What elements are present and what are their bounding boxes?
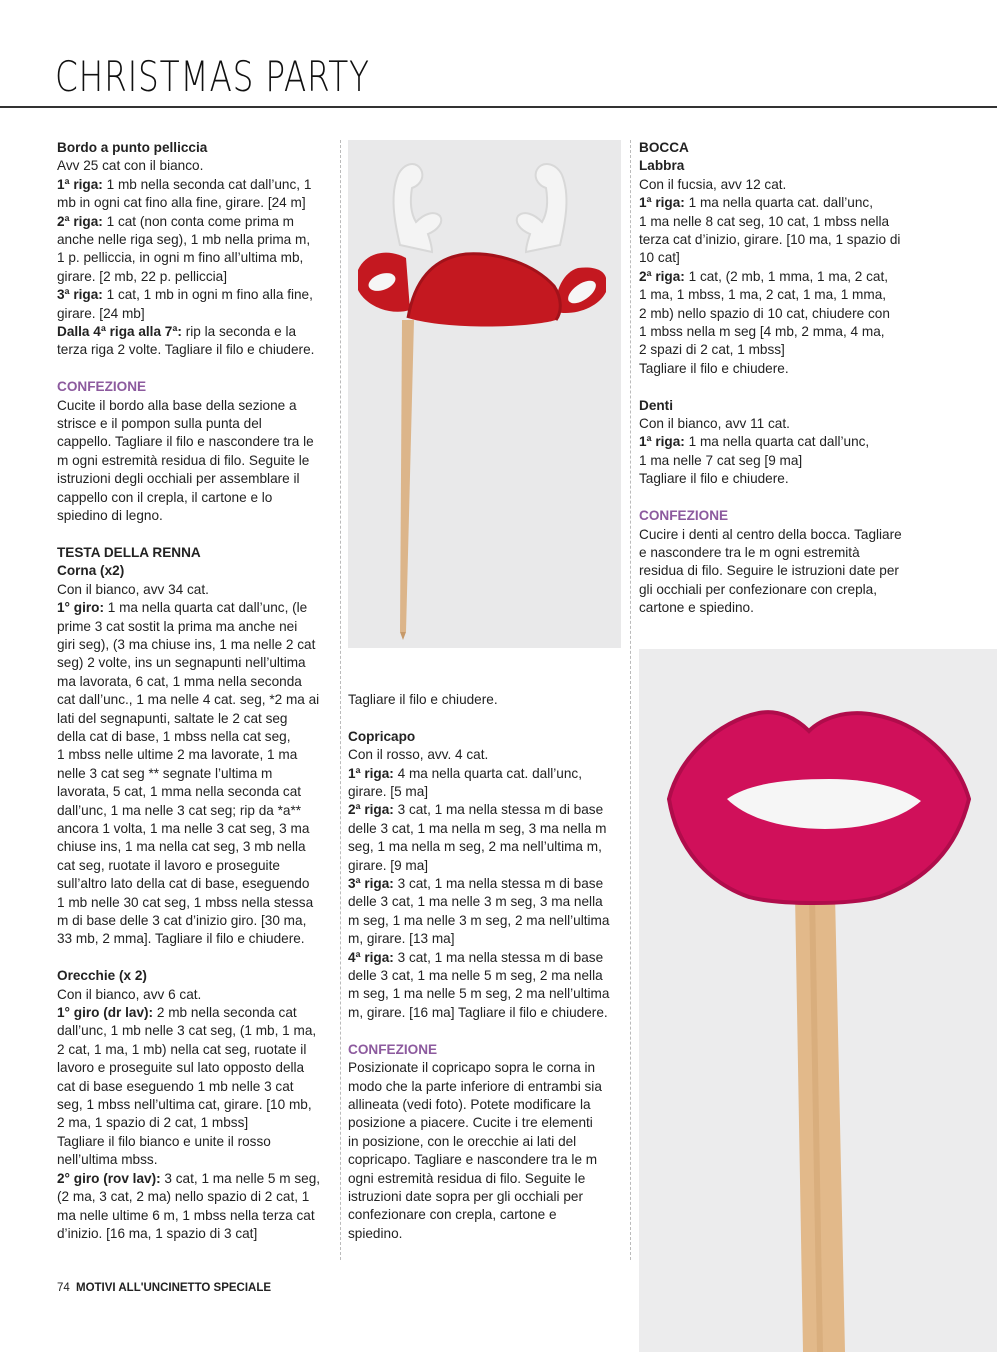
text-line: 2 mb) nello spazio di 10 cat, chiudere con — [639, 305, 890, 321]
instruction-text: 1 ma nella quarta cat dall’unc, — [684, 434, 870, 450]
row-label: 1ª riga: — [639, 434, 685, 450]
paragraph-gap — [348, 709, 623, 727]
instruction-text: 1 ma nella quarta cat. dall’unc, — [684, 195, 873, 211]
section-heading: Bordo a punto pelliccia — [57, 140, 208, 155]
reindeer-photo — [348, 140, 621, 648]
row-label: Dalla 4ª riga alla 7ª: — [57, 324, 182, 340]
text-line: della cat di base, 1 mbss nella cat seg, — [57, 728, 291, 744]
text-line: prime 3 cat sostit la prima ma anche nei — [57, 618, 298, 634]
paragraph-gap — [57, 949, 333, 967]
text-line: confezionare con crepla, cartone e — [348, 1207, 557, 1223]
instruction-text: 3 cat, 1 ma nella stessa m di base — [393, 876, 604, 892]
text-line: Posizionate il copricapo sopra le corna in — [348, 1060, 596, 1076]
text-line: 1 ma nelle 7 cat seg [9 ma] — [639, 452, 803, 468]
page-title: CHRISTMAS PARTY — [55, 52, 370, 101]
column-left — [57, 139, 333, 1243]
text-line: Cucire i denti al centro della bocca. Tagliare — [639, 526, 902, 542]
text-line: seg, 1 ma nella m seg, 2 ma nell’ultima m, — [348, 839, 602, 855]
text-line: nelle 3 cat seg ** segnate l’ultima m — [57, 765, 273, 781]
text-line: (2 ma, 3 cat, 2 ma) nello spazio di 2 cat, 1 — [57, 1189, 310, 1205]
text-line: 1 mb nelle 30 cat seg, 1 mbss nella stessa — [57, 894, 314, 910]
section-heading: Orecchie (x 2) — [57, 968, 147, 984]
text-line: mb in ogni cat fino alla fine, girare. [24 m] — [57, 195, 306, 211]
instruction-line — [57, 213, 333, 231]
text-line: terza cat d’inizio, girare. [10 ma, 1 spazio di — [639, 232, 901, 248]
column-right — [639, 139, 917, 618]
text-line: girare. [2 mb, 22 p. pelliccia] — [57, 268, 228, 284]
text-line: 1 mbss nelle ultime 2 ma lavorate, 1 ma — [57, 747, 298, 763]
text-line: spiedino. — [348, 1225, 403, 1241]
instruction-line — [57, 1004, 333, 1022]
text-line: cat seg, ruotate il lavoro e proseguite — [57, 857, 280, 873]
instruction-text: rip la seconda e la — [181, 324, 297, 340]
text-line: ma nelle ultime 6 m, 1 mbss nella terza cat — [57, 1207, 315, 1223]
paragraph-gap — [348, 1022, 623, 1040]
text-line: allineata (vedi foto). Potete modificare la — [348, 1096, 591, 1112]
paragraph-gap — [639, 378, 917, 396]
instruction-line — [57, 599, 333, 617]
text-line: Tagliare il filo e chiudere. — [639, 360, 789, 376]
paragraph-gap — [639, 489, 917, 507]
lips-photo — [639, 649, 997, 1352]
paragraph-gap — [57, 360, 333, 378]
instruction-line — [639, 433, 917, 451]
instruction-line — [348, 765, 623, 783]
text-line: seg) 2 volte, ins un segnapunti nell’ultima — [57, 655, 306, 671]
text-line: ma lavorata, 6 cat, 1 mma nella seconda — [57, 673, 302, 689]
text-line: delle 3 cat, 1 ma nelle 3 m seg, 3 ma nella — [348, 894, 603, 910]
text-line: Tagliare il filo bianco e unite il rosso — [57, 1133, 271, 1149]
section-heading: Copricapo — [348, 728, 416, 744]
column-divider — [340, 140, 341, 1260]
page-number: 74 — [57, 1282, 70, 1294]
section-heading: Corna (x2) — [57, 563, 125, 579]
confezione-heading: CONFEZIONE — [348, 1041, 438, 1057]
text-line: m seg, 1 ma nelle 3 m seg, 2 ma nell’ultima — [348, 912, 610, 928]
text-line: Con il bianco, avv 34 cat. — [57, 581, 209, 597]
instruction-text: 3 cat, 1 ma nelle 5 m seg, — [160, 1170, 321, 1186]
instruction-text: 3 cat, 1 ma nella stessa m di base — [393, 949, 604, 965]
header-rule — [0, 106, 997, 108]
text-line: cartone e spiedino. — [639, 600, 754, 616]
text-line: modo che la parte inferiore di entrambi sia — [348, 1078, 602, 1094]
text-line: 33 mb, 2 mma]. Tagliare il filo e chiudere. — [57, 931, 305, 947]
page-footer — [57, 1282, 271, 1294]
text-line: e nascondere tra le m ogni estremità — [639, 544, 860, 560]
column-middle — [348, 691, 623, 1243]
text-line: 1 ma nelle 8 cat seg, 10 cat, 1 mbss nella — [639, 213, 890, 229]
text-line: anche nelle riga seg), 1 mb nella prima m, — [57, 232, 311, 248]
text-line: girare. [5 ma] — [348, 784, 429, 800]
row-label: 1ª riga: — [57, 176, 103, 192]
text-line: m ogni estremità residua di filo. Seguite le — [57, 452, 310, 468]
instruction-line — [348, 801, 623, 819]
instruction-text: 3 cat, 1 ma nella stessa m di base — [393, 802, 604, 818]
text-line: Con il bianco, avv 11 cat. — [639, 416, 790, 432]
text-line: lati del segnapunti, saltate le 2 cat seg — [57, 710, 288, 726]
text-line: m seg, 1 ma nelle 5 m seg, 2 ma nell’ultima — [348, 986, 610, 1002]
text-line: dall’unc, 1 ma nelle 3 cat seg; rip da *a** — [57, 802, 302, 818]
text-line: Tagliare il filo e chiudere. — [639, 471, 789, 487]
text-line: d’inizio. [16 ma, 1 spazio di 3 cat] — [57, 1225, 258, 1241]
row-label: 2ª riga: — [348, 802, 394, 818]
instruction-line — [57, 176, 333, 194]
text-line: cappello con il crepla, il cartone e lo — [57, 489, 273, 505]
row-label: 3ª riga: — [348, 876, 394, 892]
text-line: m, girare. [13 ma] — [348, 931, 455, 947]
instruction-line — [639, 194, 917, 212]
instruction-line — [57, 1170, 333, 1188]
row-label: 3ª riga: — [57, 287, 103, 303]
text-line: lavorata, 5 cat, 1 mma nella seconda cat — [57, 784, 302, 800]
row-label: 2° giro (rov lav): — [57, 1170, 161, 1186]
text-line: lavoro e proseguite sul lato opposto della — [57, 1060, 305, 1076]
instruction-text: 4 ma nella quarta cat. dall’unc, — [393, 765, 582, 781]
text-line: Cucite il bordo alla base della sezione a — [57, 397, 297, 413]
text-line: sull’altro lato della cat di base, eseguendo — [57, 876, 310, 892]
text-line: 2 cat, 1 ma, 1 mb) nella cat seg, ruotate il — [57, 1041, 307, 1057]
text-line: 1 p. pelliccia, in ogni m fino all’ultima mb, — [57, 250, 304, 266]
instruction-text: 1 ma nella quarta cat dall’unc, (le — [103, 600, 308, 616]
instruction-line — [57, 286, 333, 304]
text-line: gli occhiali per confezionare con crepla, — [639, 581, 878, 597]
paragraph-gap — [57, 526, 333, 544]
column-divider — [630, 140, 631, 1260]
text-line: Avv 25 cat con il bianco. — [57, 158, 204, 174]
text-line: 1 ma, 1 mbss, 1 ma, 2 cat, 1 ma, 1 mma, — [639, 287, 887, 303]
instruction-line — [348, 875, 623, 893]
row-label: 1ª riga: — [348, 765, 394, 781]
instruction-text: 1 cat (non conta come prima m — [102, 213, 294, 229]
instruction-text: 1 cat, 1 mb in ogni m fino alla fine, — [102, 287, 313, 303]
row-label: 1° giro (dr lav): — [57, 1005, 154, 1021]
text-line: Con il rosso, avv. 4 cat. — [348, 747, 489, 763]
text-line: cappello. Tagliare il filo e nascondere tra le — [57, 434, 314, 450]
text-line: nell’ultima mbss. — [57, 1152, 158, 1168]
text-line: girare. [9 ma] — [348, 857, 429, 873]
row-label: 1° giro: — [57, 600, 104, 616]
text-line: posizione a piacere. Cucite i tre elementi — [348, 1115, 593, 1131]
text-line: giri seg), (3 ma chiuse ins, 1 ma nelle 2 cat — [57, 636, 316, 652]
text-line: 2 spazi di 2 cat, 1 mbss] — [639, 342, 785, 358]
text-line: Con il fucsia, avv 12 cat. — [639, 176, 787, 192]
row-label: 2ª riga: — [57, 213, 103, 229]
row-label: 2ª riga: — [639, 268, 685, 284]
text-line: 1 mbss nella m seg [4 mb, 2 mma, 4 ma, — [639, 324, 885, 340]
text-line: ancora 1 volta, 1 ma nelle 3 cat seg, 3 ma — [57, 821, 310, 836]
text-line: istruzioni date sopra per gli occhiali per — [348, 1188, 583, 1204]
magazine-name: MOTIVI ALL'UNCINETTO SPECIALE — [76, 1282, 272, 1294]
text-line: Tagliare il filo e chiudere. — [348, 692, 498, 707]
section-heading: Denti — [639, 397, 673, 413]
text-line: strisce e il pompon sulla punta del — [57, 416, 262, 432]
instruction-text: 2 mb nella seconda cat — [153, 1005, 297, 1021]
instruction-line — [348, 949, 623, 967]
text-line: Con il bianco, avv 6 cat. — [57, 986, 202, 1002]
text-line: spiedino di legno. — [57, 508, 163, 524]
text-line: residua di filo. Seguire le istruzioni date per — [639, 563, 899, 579]
text-line: in posizione, con le orecchie ai lati del — [348, 1133, 577, 1149]
text-line: m, girare. [16 ma] Tagliare il filo e chiudere. — [348, 1004, 608, 1020]
row-label: 1ª riga: — [639, 195, 685, 211]
text-line: 10 cat] — [639, 250, 680, 266]
text-line: 2 ma, 1 spazio di 2 cat, 1 mbss] — [57, 1115, 249, 1131]
text-line: girare. [24 mb] — [57, 305, 145, 321]
section-heading: BOCCA — [639, 140, 689, 155]
text-line: cat di base eseguendo 1 mb nelle 3 cat — [57, 1078, 294, 1094]
text-line: istruzioni degli occhiali per assemblare il — [57, 471, 300, 487]
confezione-heading: CONFEZIONE — [57, 379, 147, 395]
instruction-text: 1 cat, (2 mb, 1 mma, 1 ma, 2 cat, — [684, 268, 889, 284]
text-line: delle 3 cat, 1 ma nelle 5 m seg, 2 ma nella — [348, 968, 603, 984]
text-line: terza riga 2 volte. Tagliare il filo e chiudere. — [57, 342, 315, 358]
section-heading: TESTA DELLA RENNA — [57, 544, 201, 560]
section-heading: Labbra — [639, 158, 685, 174]
text-line: seg, 1 mbss nell’ultima cat, girare. [10 mb, — [57, 1097, 312, 1113]
instruction-line — [639, 268, 917, 286]
text-line: delle 3 cat, 1 ma nella m seg, 3 ma nella m — [348, 820, 607, 836]
text-line: copricapo. Tagliare e nascondere tra le m — [348, 1152, 598, 1168]
instruction-line — [57, 323, 333, 341]
text-line: cat dall’unc., 1 ma nelle 4 cat. seg, *2 ma ai — [57, 692, 320, 708]
row-label: 4ª riga: — [348, 949, 394, 965]
text-line: dall’unc, 1 mb nelle 3 cat seg, (1 mb, 1 ma, — [57, 1023, 317, 1039]
confezione-heading: CONFEZIONE — [639, 508, 729, 524]
instruction-text: 1 mb nella seconda cat dall’unc, 1 — [102, 176, 312, 192]
text-line: m di base delle 3 cat d’inizio giro. [30 ma, — [57, 913, 307, 929]
text-line: ogni estremità residua di filo. Seguite le — [348, 1170, 586, 1186]
text-line: chiuse ins, 1 ma nella cat seg, 3 mb nella — [57, 839, 306, 855]
